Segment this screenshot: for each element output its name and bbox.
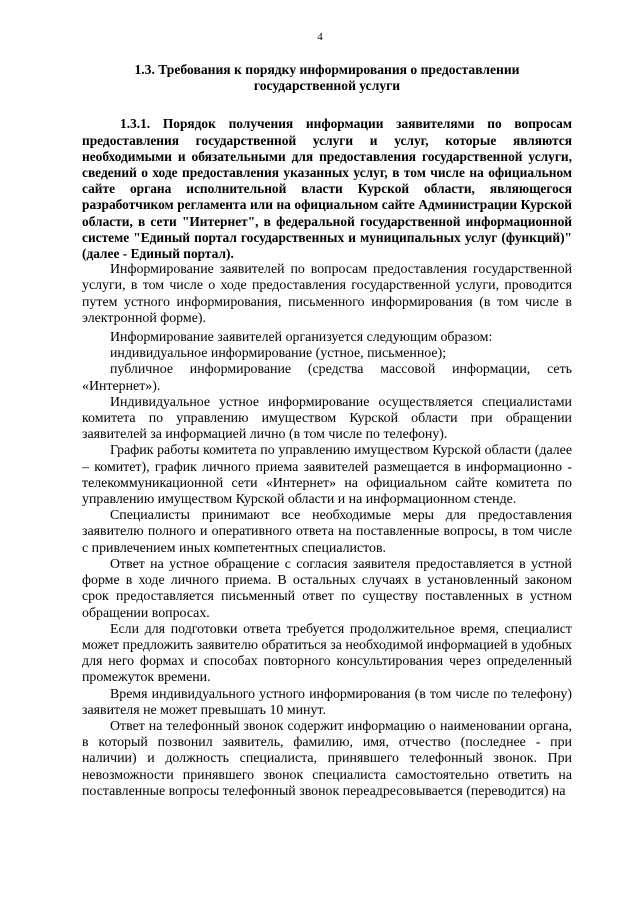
section-title: 1.3. Требования к порядку информирования о предоставлении государственной услуги — [134, 62, 520, 94]
paragraph-phone-call: Ответ на телефонный звонок содержит информацию о наименовании органа, в который позвонил заявитель, фамилию, имя, отчество (последнее - при наличии) и должность специалиста, принявшего телефонный звонок. При невозможности принявшего звонок специалиста самостоятельно ответить на поставленные вопросы телефонный звонок переадресовывается (переводится) на — [82, 718, 572, 799]
paragraph-individual-informing: индивидуальное информирование (устное, письменное); — [110, 346, 447, 362]
paragraph-long-preparation: Если для подготовки ответа требуется продолжительное время, специалист может предложить заявителю обратиться за необходимой информацией в удобных для него формах и способах повторного консультирования через определенный промежуток времени. — [82, 621, 572, 686]
paragraph-informing-methods: Информирование заявителей по вопросам предоставления государственной услуги, в том числе о ходе предоставления государственной услуги, проводится путем устного информирования, письменного информирования (в том числе в электронной форме). — [82, 262, 572, 326]
paragraph-specialists-measures: Специалисты принимают все необходимые меры для предоставления заявителю полного и оперативного ответа на поставленные вопросы, в том числе с привлечением иных компетентных специалистов. — [82, 508, 572, 556]
paragraph-work-schedule: График работы комитета по управлению имуществом Курской области (далее – комитет), график личного приема заявителей размещается в информационно - телекоммуникационной сети «Интернет» на официальном сайте комитета по управлению имуществом Курской области и на информационном стенде. — [82, 443, 572, 508]
paragraph-time-limit: Время индивидуального устного информирования (в том числе по телефону) заявителя не может превышать 10 минут. — [82, 686, 572, 718]
paragraph-public-informing: публичное информирование (средства массовой информации, сеть «Интернет»). — [82, 362, 572, 394]
paragraph-informing-organization: Информирование заявителей организуется следующим образом: — [110, 330, 493, 346]
paragraph-1-3-1: 1.3.1. Порядок получения информации заявителями по вопросам предоставления государственной услуги и услуг, которые являются необходимыми и обязательными для предоставления государственной услуги, сведений о ходе предоставления указанных услуг, в том числе на официальном сайте органа исполнительной власти Курской области, являющегося разработчиком регламента или на официальном сайте Администрации Курской области, в сети "Интернет", в федеральной государственной информационной системе "Единый портал государственных и муниципальных услуг (функций)" (далее - Единый портал). — [82, 116, 572, 262]
page-content — [82, 62, 572, 800]
page-number: 4 — [317, 31, 323, 43]
paragraph-oral-response: Ответ на устное обращение с согласия заявителя предоставляется в устной форме в ходе личного приема. В остальных случаях в установленный законом срок предоставляется письменный ответ по существу поставленных в устном обращении вопросах. — [82, 556, 572, 621]
paragraph-oral-informing: Индивидуальное устное информирование осуществляется специалистами комитета по управлению имуществом Курской области при обращении заявителей за информацией лично (в том числе по телефону). — [82, 394, 572, 443]
